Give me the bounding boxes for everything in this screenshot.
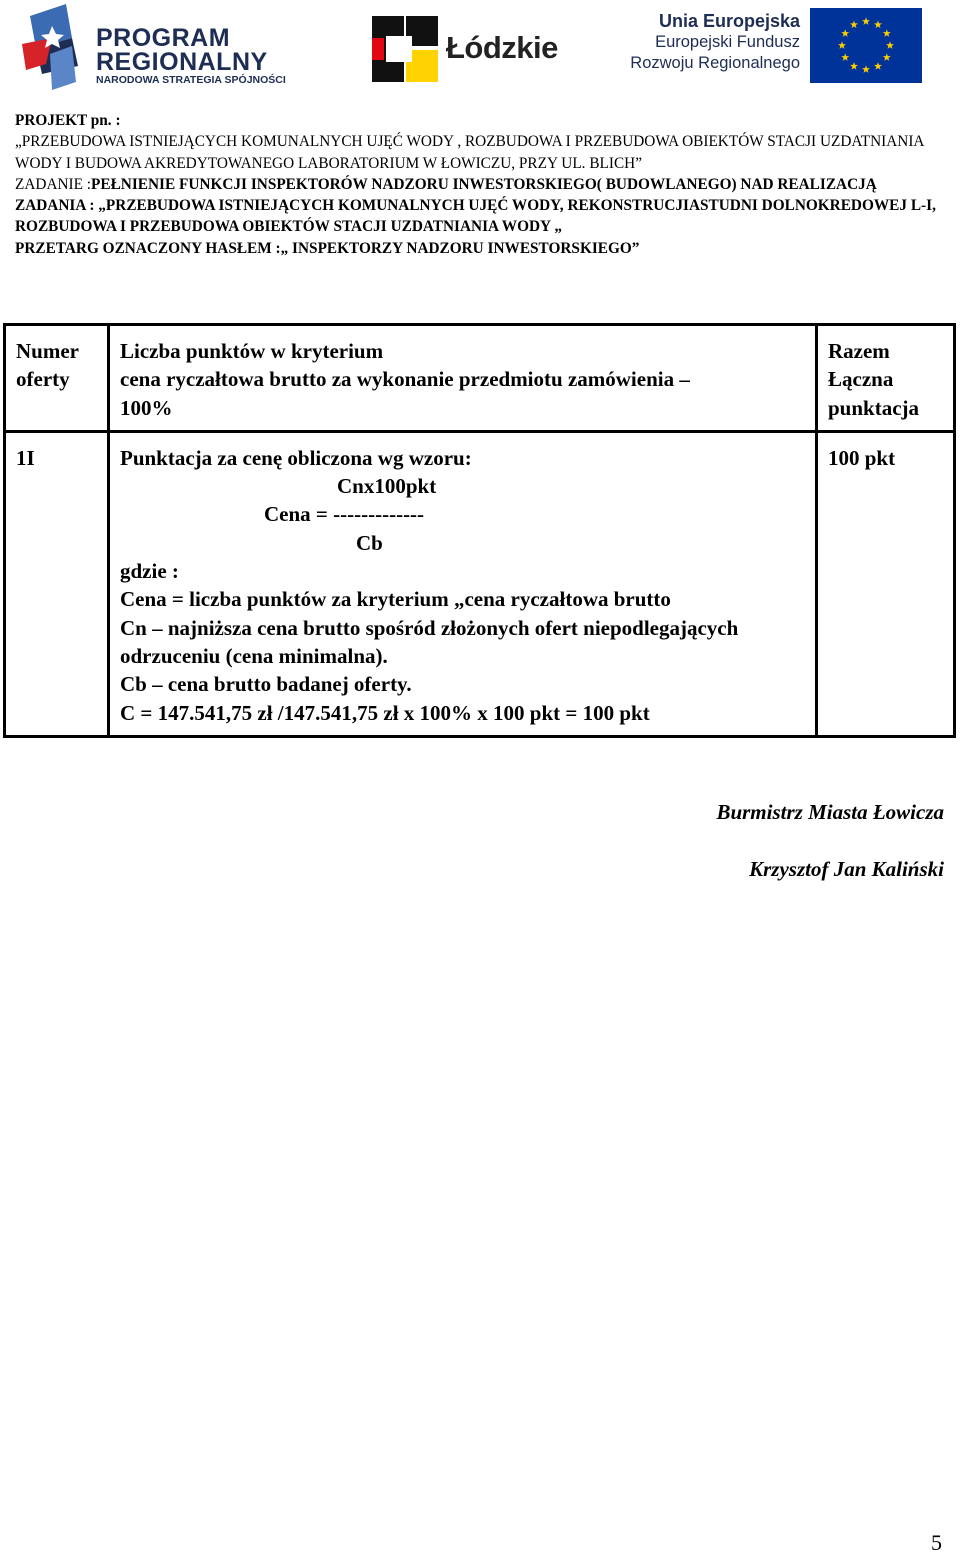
- formula-denominator: Cb: [356, 530, 383, 555]
- eu-fund-text: [610, 10, 800, 74]
- header-total-line2: Łączna: [828, 367, 894, 392]
- definition-cb: Cb – cena brutto badanej oferty.: [120, 672, 412, 697]
- header-offer-line1: Numer: [16, 339, 79, 363]
- program-text: PROGRAM: [96, 24, 231, 52]
- header-total-line3: punktacja: [828, 395, 920, 420]
- calculation: C = 147.541,75 zł /147.541,75 zł x 100% x 100 pkt = 100 pkt: [120, 700, 650, 725]
- header-total: [817, 325, 955, 432]
- lodzkie-text: Łódzkie: [446, 30, 558, 65]
- definition-cena: Cena = liczba punktów za kryterium „cena ryczałtowa brutto: [120, 587, 671, 612]
- eu-line2: Europejski Fundusz: [655, 33, 800, 51]
- header-offer-line2: oferty: [16, 367, 70, 392]
- strategy-text: NARODOWA STRATEGIA SPÓJNOŚCI: [96, 74, 286, 86]
- signature-name: Krzysztof Jan Kaliński: [749, 857, 944, 881]
- task-text: PEŁNIENIE FUNKCJI INSPEKTORÓW NADZORU INWESTORSKIEGO( BUDOWLANEGO) NAD REALIZACJĄ ZADANIA : „PRZEBUDOWA ISTNIEJĄCYCH KOMUNALNYCH UJĘĆ WODY, REKONSTRUCJIASTUDNI DOLNOKREDOWEJ L-I, ROZBUDOWA I PRZEBUDOWA OBIEKTÓW STACJI UZDATNIANIA WODY „: [15, 175, 936, 236]
- eu-line3: Rozwoju Regionalnego: [630, 54, 800, 72]
- page-number: 5: [931, 1530, 942, 1555]
- formula-where: gdzie :: [120, 559, 179, 584]
- formula-intro: Punktacja za cenę obliczona wg wzoru:: [120, 445, 472, 470]
- signature-block: [716, 798, 944, 883]
- lodzkie-logo: [372, 14, 562, 86]
- tender-line: PRZETARG OZNACZONY HASŁEM :„ INSPEKTORZY NADZORU INWESTORSKIEGO”: [15, 239, 640, 257]
- header-offer-number: [5, 325, 109, 432]
- total-points-cell: 100 pkt: [817, 431, 955, 736]
- offer-number-cell: 1I: [5, 431, 109, 736]
- program-regionalny-logo: [22, 4, 292, 90]
- definition-cn: Cn – najniższa cena brutto spośród złożonych ofert niepodlegających odrzuceniu (cena minimalna).: [120, 615, 739, 668]
- task-prefix: ZADANIE :: [15, 175, 92, 193]
- task-description: [15, 174, 950, 238]
- lodzkie-emblem-icon: [372, 14, 438, 84]
- project-name: „PRZEBUDOWA ISTNIEJĄCYCH KOMUNALNYCH UJĘĆ WODY , ROZBUDOWA I PRZEBUDOWA OBIEKTÓW STACJI UZDATNIANIA WODY I BUDOWA AKREDYTOWANEGO LABORATORIUM W ŁOWICZU, PRZY UL. BLICH”: [15, 133, 924, 172]
- header-criterion-line1: Liczba punktów w kryterium: [120, 339, 384, 363]
- table-header-row: [5, 325, 955, 432]
- formula-cell: [109, 431, 817, 736]
- regionalny-text: REGIONALNY: [96, 48, 268, 76]
- eu-flag-icon: [810, 8, 922, 83]
- header-criterion-line3: 100%: [120, 395, 173, 420]
- scoring-table: [3, 323, 956, 738]
- table-row: [5, 431, 955, 736]
- project-label: PROJEKT pn. :: [15, 112, 121, 129]
- formula-lhs: Cena = -------------: [264, 502, 425, 527]
- header-criterion-line2: cena ryczałtowa brutto za wykonanie przedmiotu zamówienia –: [120, 367, 690, 392]
- project-header: [15, 110, 950, 259]
- program-regionalny-emblem-icon: [22, 4, 94, 90]
- eu-line1: Unia Europejska: [658, 11, 800, 31]
- formula-numerator: Cnx100pkt: [337, 474, 437, 499]
- header-criterion: [109, 325, 817, 432]
- header-total-line1: Razem: [828, 339, 890, 363]
- logo-strip: [0, 0, 960, 95]
- signature-title: Burmistrz Miasta Łowicza: [716, 800, 944, 824]
